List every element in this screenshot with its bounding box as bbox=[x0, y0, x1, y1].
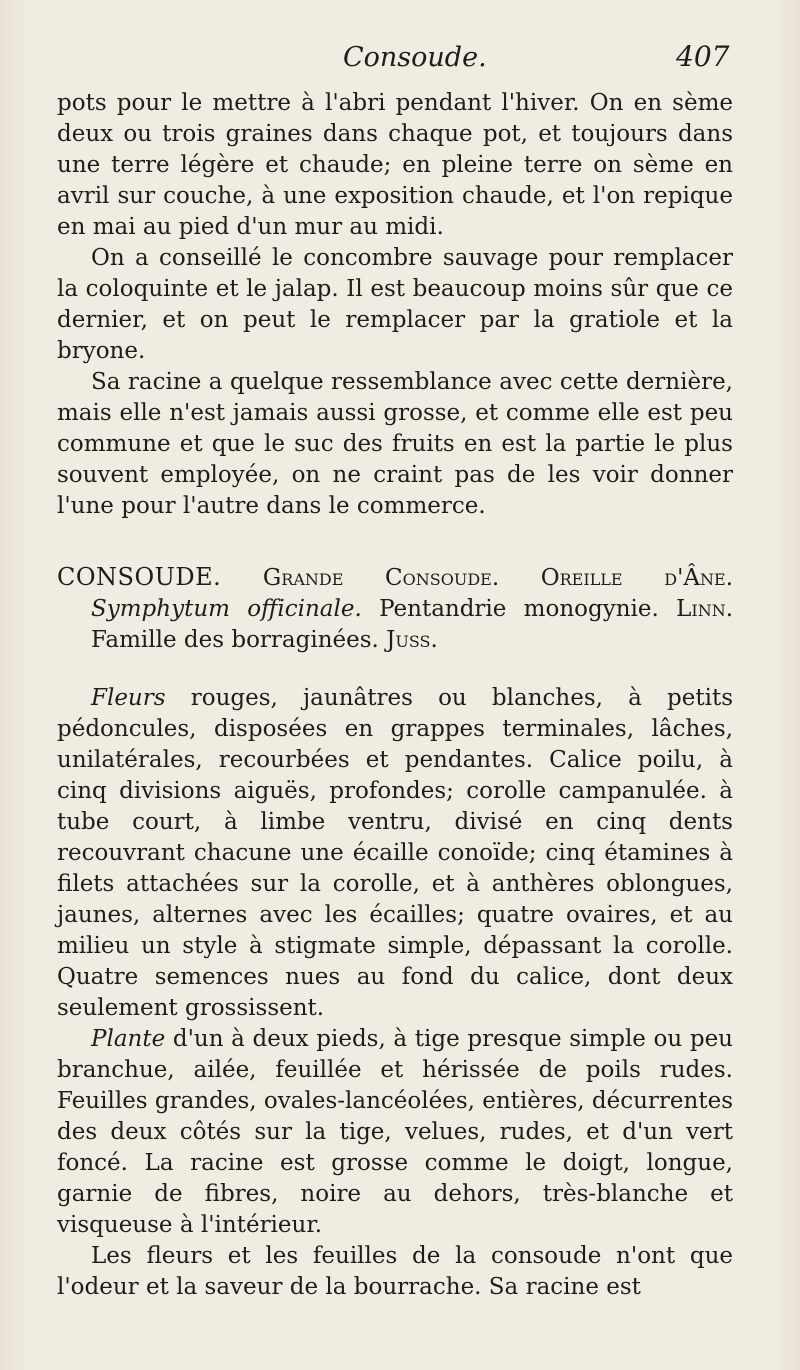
label-fleurs: Fleurs bbox=[91, 685, 166, 711]
paragraph-concombre: On a conseillé le concombre sauvage pour remplacer la coloquinte et le jalap. Il est beaucoup moins sûr que ce dernier, et on peut le remplacer par la gratiole et la bryone. bbox=[57, 245, 733, 364]
paragraph-racine: Sa racine a quelque ressemblance avec cette dernière, mais elle n'est jamais aussi grosse, et comme elle est peu commune et que le suc des fruits en est la partie le plus souvent employée, on ne craint pas de les voir donner l'une pour l'autre dans le commerce. bbox=[57, 369, 733, 519]
entry-heading bbox=[57, 562, 733, 656]
entry-synonym-grande-consoude: Grande Consoude. bbox=[262, 565, 500, 591]
text-plante: d'un à deux pieds, à tige presque simple ou peu branchue, ailée, feuillée et hérissée de poils rudes. Feuilles grandes, ovales-lancéolées, entières, décurrentes des deux côtés sur la tige, velues, rudes, et d'un vert foncé. La racine est grosse comme le doigt, longue, garnie de fibres, noire au dehors, très-blanche et visqueuse à l'intérieur. bbox=[57, 1026, 734, 1238]
paragraph-fleurs bbox=[57, 683, 733, 1024]
page-header bbox=[0, 40, 800, 80]
page-number: 407 bbox=[676, 40, 730, 73]
paragraph-usage: Les fleurs et les feuilles de la consoude n'ont que l'odeur et la saveur de la bourrache. Sa racine est bbox=[57, 1243, 733, 1300]
paragraph-continuation: pots pour le mettre à l'abri pendant l'hiver. On en sème deux ou trois graines dans chaque pot, et toujours dans une terre légère et chaude; en pleine terre on sème en avril sur couche, à une exposition chaude, et l'on repique en mai au pied d'un mur au midi. bbox=[57, 90, 733, 240]
running-head: Consoude. bbox=[343, 42, 487, 73]
text-fleurs: rouges, jaunâtres ou blanches, à petits pédoncules, disposées en grappes terminales, lâches, unilatérales, recourbées et pendantes. Calice poilu, à cinq divisions aiguës, profondes; corolle campanulée. à tube court, à limbe ventru, divisé en cinq dents recouvrant chacune une écaille conoïde; cinq étamines à filets attachées sur la corolle, et à anthères oblongues, jaunes, alternes avec les écailles; quatre ovaires, et au milieu un style à stigmate simple, dépassant la corolle. Quatre semences nues au fond du calice, dont deux seulement grossissent. bbox=[57, 685, 734, 1021]
entry-linnaeus: Linn. bbox=[676, 596, 734, 622]
entry-classification: Pentandrie monogynie. bbox=[379, 596, 659, 622]
entry-synonym-oreille-dane: Oreille d'Âne. bbox=[540, 565, 734, 591]
entry-family: Famille des borraginées. bbox=[91, 627, 379, 653]
label-plante: Plante bbox=[91, 1026, 166, 1052]
entry-jussieu: Juss. bbox=[386, 627, 438, 653]
paragraph-plante bbox=[57, 1024, 733, 1241]
entry-latin-name: Symphytum officinale. bbox=[91, 596, 362, 622]
entry-title: CONSOUDE. bbox=[57, 563, 222, 591]
page-body bbox=[57, 88, 733, 1303]
